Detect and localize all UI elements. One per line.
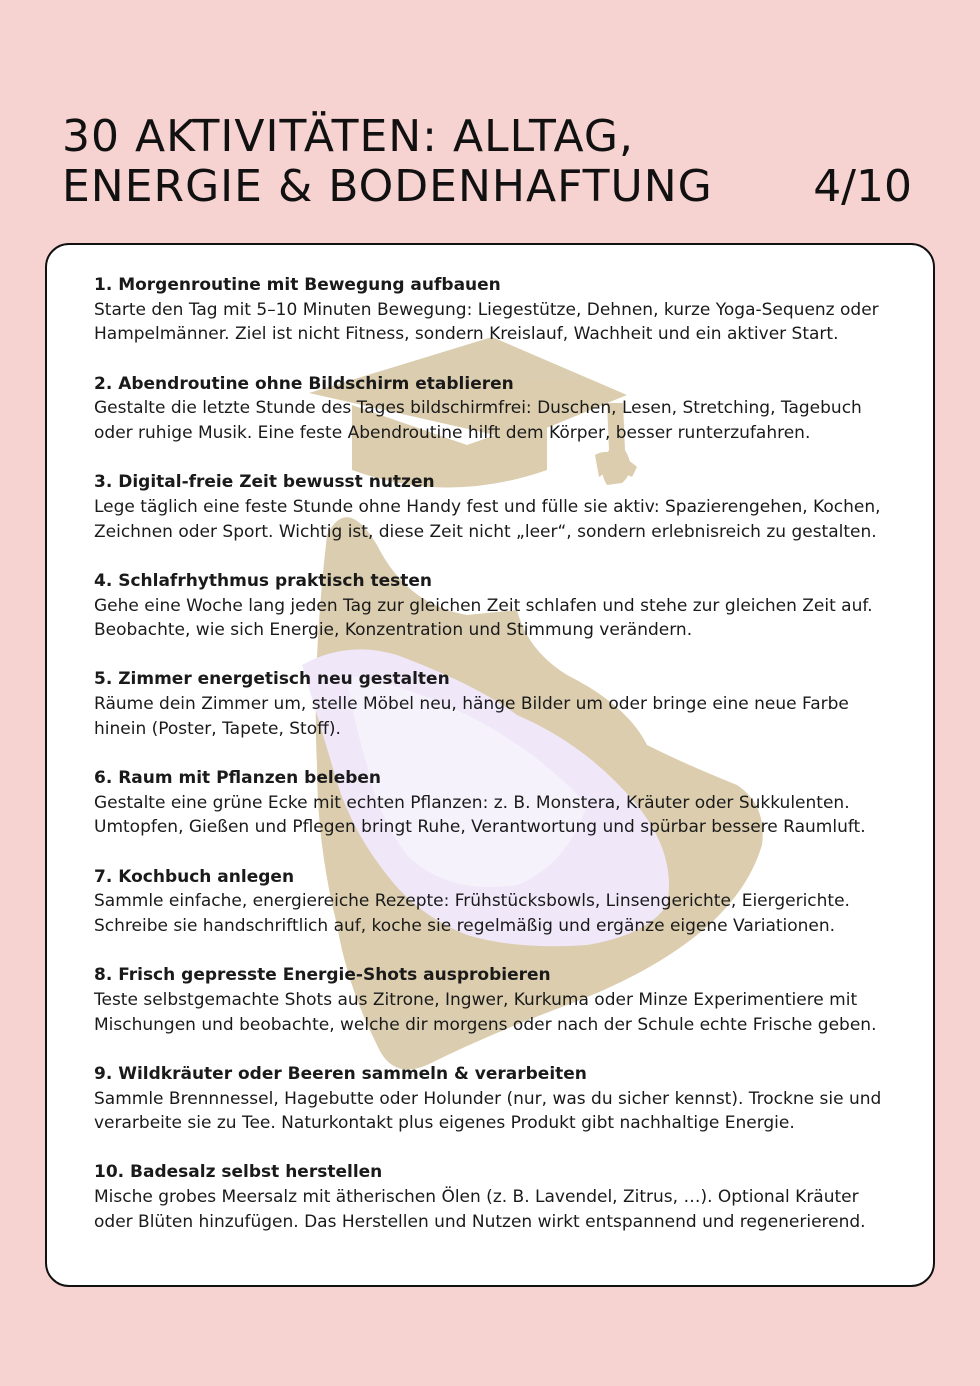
item-title: 8. Frisch gepresste Energie-Shots ausprobieren	[94, 965, 551, 986]
item-title: 7. Kochbuch anlegen	[94, 866, 295, 887]
list-item	[94, 470, 894, 544]
content-card	[45, 243, 935, 1287]
item-description: Sammle einfache, energiereiche Rezepte: Frühstücksbowls, Linsengerichte, Eiergerichte. Schreibe sie handschriftlich auf, koche sie regelmäßig und ergänze eigene Variationen.	[94, 891, 850, 937]
item-description: Lege täglich eine feste Stunde ohne Handy fest und fülle sie aktiv: Spazierengehen, Kochen, Zeichnen oder Sport. Wichtig ist, diese Zeit nicht „leer“, sondern erlebnisreich zu gestalten.	[94, 496, 881, 542]
item-description: Gestalte eine grüne Ecke mit echten Pflanzen: z. B. Monstera, Kräuter oder Sukkulenten. Umtopfen, Gießen und Pflegen bringt Ruhe, Verantwortung und spürbar bessere Raumluft.	[94, 792, 866, 838]
list-item	[94, 372, 894, 446]
item-description: Starte den Tag mit 5–10 Minuten Bewegung: Liegestütze, Dehnen, kurze Yoga-Sequenz oder Hampelmänner. Ziel ist nicht Fitness, sondern Kreislauf, Wachheit und ein aktiver Start.	[94, 299, 879, 345]
item-title: 3. Digital-freie Zeit bewusst nutzen	[94, 472, 435, 493]
item-description: Teste selbstgemachte Shots aus Zitrone, Ingwer, Kurkuma oder Minze Experimentiere mit Mischungen und beobachte, welche dir morgens oder nach der Schule echte Frische geben.	[94, 989, 877, 1035]
item-title: 9. Wildkräuter oder Beeren sammeln & verarbeiten	[94, 1063, 587, 1084]
item-description: Mische grobes Meersalz mit ätherischen Ölen (z. B. Lavendel, Zitrus, …). Optional Kräuter oder Blüten hinzufügen. Das Herstellen und Nutzen wirkt entspannend und regenerierend.	[94, 1187, 866, 1232]
list-item	[94, 273, 894, 347]
activity-list	[94, 273, 894, 1259]
list-item	[94, 865, 894, 939]
list-item	[94, 569, 894, 643]
page-title-line-1: 30 AKTIVITÄTEN: ALLTAG,	[62, 111, 634, 162]
item-description: Räume dein Zimmer um, stelle Möbel neu, hänge Bilder um oder bringe eine neue Farbe hinein (Poster, Tapete, Stoff).	[94, 694, 849, 739]
page-number: 4/10	[813, 161, 912, 212]
item-title: 4. Schlafrhythmus praktisch testen	[94, 570, 433, 591]
item-description: Gehe eine Woche lang jeden Tag zur gleichen Zeit schlafen und stehe zur gleichen Zeit auf. Beobachte, wie sich Energie, Konzentration und Stimmung verändern.	[94, 595, 873, 641]
item-description: Gestalte die letzte Stunde des Tages bildschirmfrei: Duschen, Lesen, Stretching, Tagebuch oder ruhige Musik. Eine feste Abendroutine hilft dem Körper, besser runterzufahren.	[94, 398, 862, 444]
list-item	[94, 667, 894, 741]
list-item	[94, 1160, 894, 1234]
item-title: 5. Zimmer energetisch neu gestalten	[94, 669, 450, 690]
item-title: 6. Raum mit Pflanzen beleben	[94, 768, 382, 789]
item-description: Sammle Brennnessel, Hagebutte oder Holunder (nur, was du sicher kennst). Trockne sie und verarbeite sie zu Tee. Naturkontakt plus eigenes Produkt gibt nachhaltige Energie.	[94, 1088, 882, 1134]
item-title: 1. Morgenroutine mit Bewegung aufbauen	[94, 275, 501, 295]
list-item	[94, 766, 894, 840]
item-title: 2. Abendroutine ohne Bildschirm etablieren	[94, 373, 514, 394]
page-title	[62, 112, 762, 212]
page-title-line-2: ENERGIE & BODENHAFTUNG	[62, 161, 713, 212]
item-title: 10. Badesalz selbst herstellen	[94, 1162, 383, 1183]
list-item	[94, 963, 894, 1037]
list-item	[94, 1062, 894, 1136]
